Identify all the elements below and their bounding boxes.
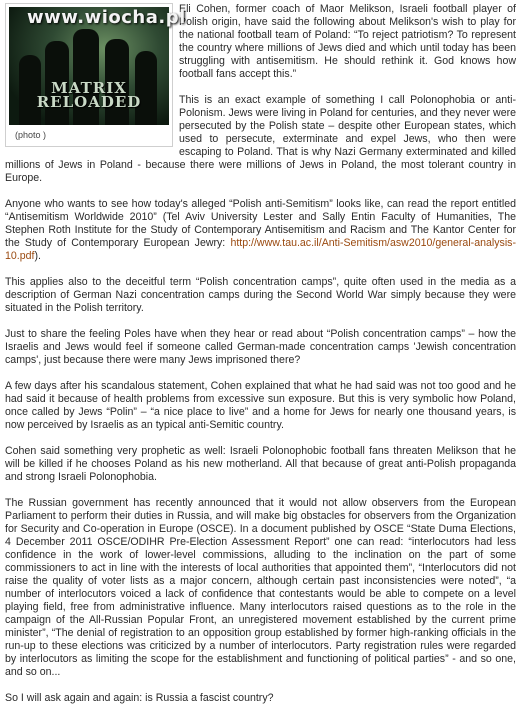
- report-link[interactable]: http://www.tau.ac.il/Anti-Semitism/asw2010/general-analysis-10.pdf: [5, 237, 516, 262]
- movie-title-line: MATRIX: [51, 79, 127, 97]
- paragraph: [5, 198, 516, 263]
- paragraph: This is an exact example of something I call Polonophobia or anti-Polonism. Jews were living in Poland for centuries, and they never were persecuted by the Polish state – despite other European states, which used to persecute, exterminate and expel Jews, who then were escaping to Poland. That is why Nazi Germany exterminated and killed millions of Jews in Poland - because there were millions of Jews in Poland, the most tolerant country in Europe.: [5, 94, 516, 184]
- movie-title: [9, 81, 169, 109]
- movie-poster-image[interactable]: [9, 7, 186, 125]
- paragraph: Just to share the feeling Poles have when they hear or read about “Polish concentration camps” – how the Israelis and Jews would feel if someone called German-made concentration camps 'Jewish concentration camps', just because there were many Jews imprisoned there?: [5, 328, 516, 366]
- paragraph-text: ).: [34, 250, 41, 262]
- photo-caption: (photo ): [15, 130, 47, 140]
- paragraph: A few days after his scandalous statement, Cohen explained that what he had said was not too good and he had said it because of health problems from excessive sun exposure. But this is very symbolic how Poland, once called by Jews “Polin” – “a nice place to live” and a home for Jews for nearly one thousand years, is now perceived by Israelis as an typical anti-Semitic country.: [5, 380, 516, 431]
- paragraph: So I will ask again and again: is Russia a fascist country?: [5, 692, 274, 704]
- photo-block: [5, 3, 186, 147]
- article: [5, 3, 516, 705]
- paragraph: The Russian government has recently announced that it would not allow observers from the European Parliament to perform their duties in Russia, and will make big obstacles for observers from the Organization for Security and Co-operation in Europe (OSCE). In a document published by OSCE “State Duma Elections, 4 December 2011 OSCE/ODIHR Pre-Election Assessment Report” one can read: “interlocutors had less confidence in the work of lower-level commissions, alluding to the inclination on the part of some commissioners to act in line with the interests of local authorities that appointed them”, “Interlocutors did not raise the quality of voter lists as a major concern, although certain past inconsistencies were noted”, “a number of interlocutors voiced a lack of confidence that contestants would be able to compete on a level playing field, free from administrative influence. Many interlocutors raised questions as to the role in the campaign of the All-Russian Popular Front, an unregistered movement established by the current prime minister”, “The denial of registration to an opposition group established by former high-ranking officials in the run-up to these elections was criticized by a number of interlocutors. Party registration rules were regarded by interlocutors as limiting the scope for the establishment and functioning of political parties” - and so one, and so on...: [5, 497, 516, 678]
- movie-title-line: RELOADED: [36, 93, 142, 111]
- paragraph: Eli Cohen, former coach of Maor Melikson, Israeli football player of Polish origin, have said the following about Melikson's wish to play for the national football team of Poland: “To reject patriotism? To represent the country where millions of Jews died and which until today has been struggling with antisemitism. He should rethink it. God knows how football fans accept this.”: [179, 3, 516, 80]
- paragraph-text: Anyone who wants to see how today's alleged “Polish anti-Semitism” looks like, can read the report entitled “Antisemitism Worldwide 2010” (Tel Aviv University Lester and Sally Entin Faculty of Humanities, The Stephen Roth Institute for the Study of Contemporary Antisemitism and Racism and The Kantor Center for the Study of Contemporary European Jewry:: [5, 198, 516, 249]
- paragraph: This applies also to the deceitful term “Polish concentration camps”, quite often used in the media as a description of German Nazi concentration camps during the Second World War simply because they were situated in the Polish territory.: [5, 276, 516, 314]
- site-watermark: www.wiocha.pl: [27, 7, 186, 28]
- paragraph: Cohen said something very prophetic as well: Israeli Polonophobic football fans threaten Melikson that he will be killed if he chooses Poland as his new motherland. All that because of great anti-Polish propaganda and strong Israeli Polonophobia.: [5, 445, 516, 483]
